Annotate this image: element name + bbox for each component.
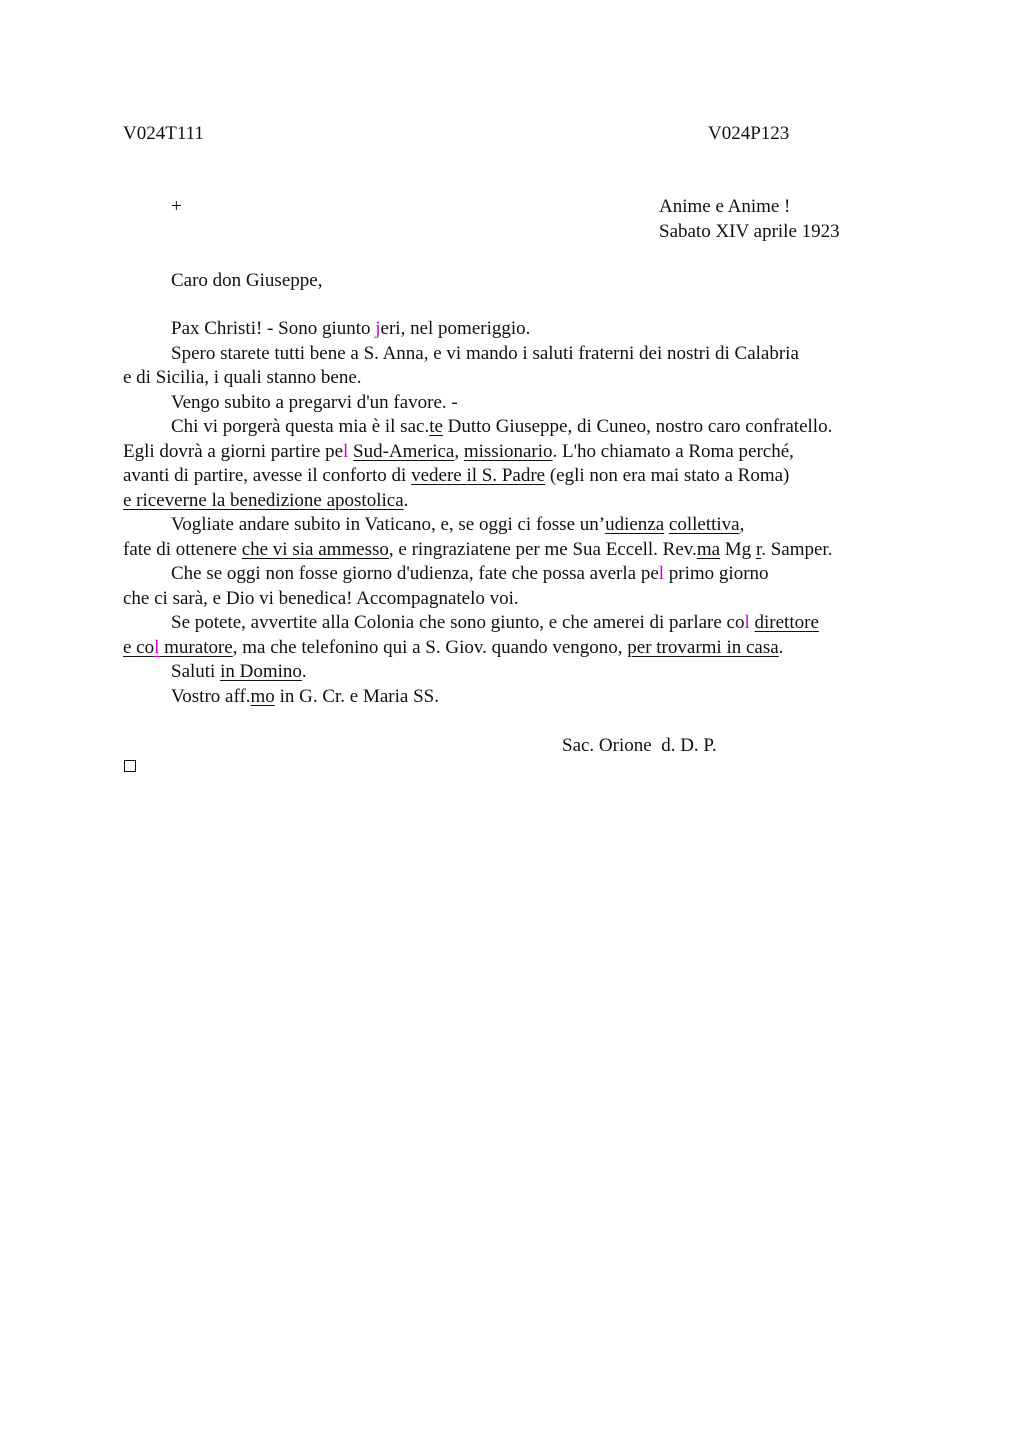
closing-line: Vostro aff.mo in G. Cr. e Maria SS.	[171, 686, 439, 707]
paragraph-line: fate di ottenere che vi sia ammesso, e ringraziatene per me Sua Eccell. Rev.ma Mg r. Samper.	[123, 539, 833, 560]
cross-mark: +	[171, 196, 182, 217]
paragraph-line: e di Sicilia, i quali stanno bene.	[123, 367, 362, 388]
paragraph-line: Chi vi porgerà questa mia è il sac.te Dutto Giuseppe, di Cuneo, nostro caro confratello.	[171, 416, 833, 437]
paragraph-line: Se potete, avvertite alla Colonia che sono giunto, e che amerei di parlare col direttore	[171, 612, 819, 633]
paragraph-line: che ci sarà, e Dio vi benedica! Accompagnatelo voi.	[123, 588, 519, 609]
paragraph-line: Spero starete tutti bene a S. Anna, e vi mando i saluti fraterni dei nostri di Calabria	[171, 343, 799, 364]
paragraph-line: Pax Christi! - Sono giunto jeri, nel pomeriggio.	[171, 318, 531, 339]
paragraph-line: Che se oggi non fosse giorno d'udienza, fate che possa averla pel primo giorno	[171, 563, 769, 584]
paragraph-line: Vogliate andare subito in Vaticano, e, se oggi ci fosse un’udienza collettiva,	[171, 514, 745, 535]
salutation: Caro don Giuseppe,	[171, 270, 323, 291]
end-marker-square-icon	[124, 760, 136, 772]
motto: Anime e Anime !	[659, 196, 791, 217]
paragraph-line: e riceverne la benedizione apostolica.	[123, 490, 409, 511]
paragraph-line: avanti di partire, avesse il conforto di vedere il S. Padre (egli non era mai stato a Roma)	[123, 465, 790, 486]
page-code-right: V024P123	[708, 123, 790, 144]
paragraph-line: Saluti in Domino.	[171, 661, 307, 682]
letter-date: Sabato XIV aprile 1923	[659, 221, 840, 242]
document-code-left: V024T111	[123, 123, 204, 144]
paragraph-line: e col muratore, ma che telefonino qui a S. Giov. quando vengono, per trovarmi in casa.	[123, 637, 784, 658]
paragraph-line: Egli dovrà a giorni partire pel Sud-America, missionario. L'ho chiamato a Roma perché,	[123, 441, 794, 462]
signature: Sac. Orione d. D. P.	[562, 735, 717, 756]
paragraph-line: Vengo subito a pregarvi d'un favore. -	[171, 392, 458, 413]
